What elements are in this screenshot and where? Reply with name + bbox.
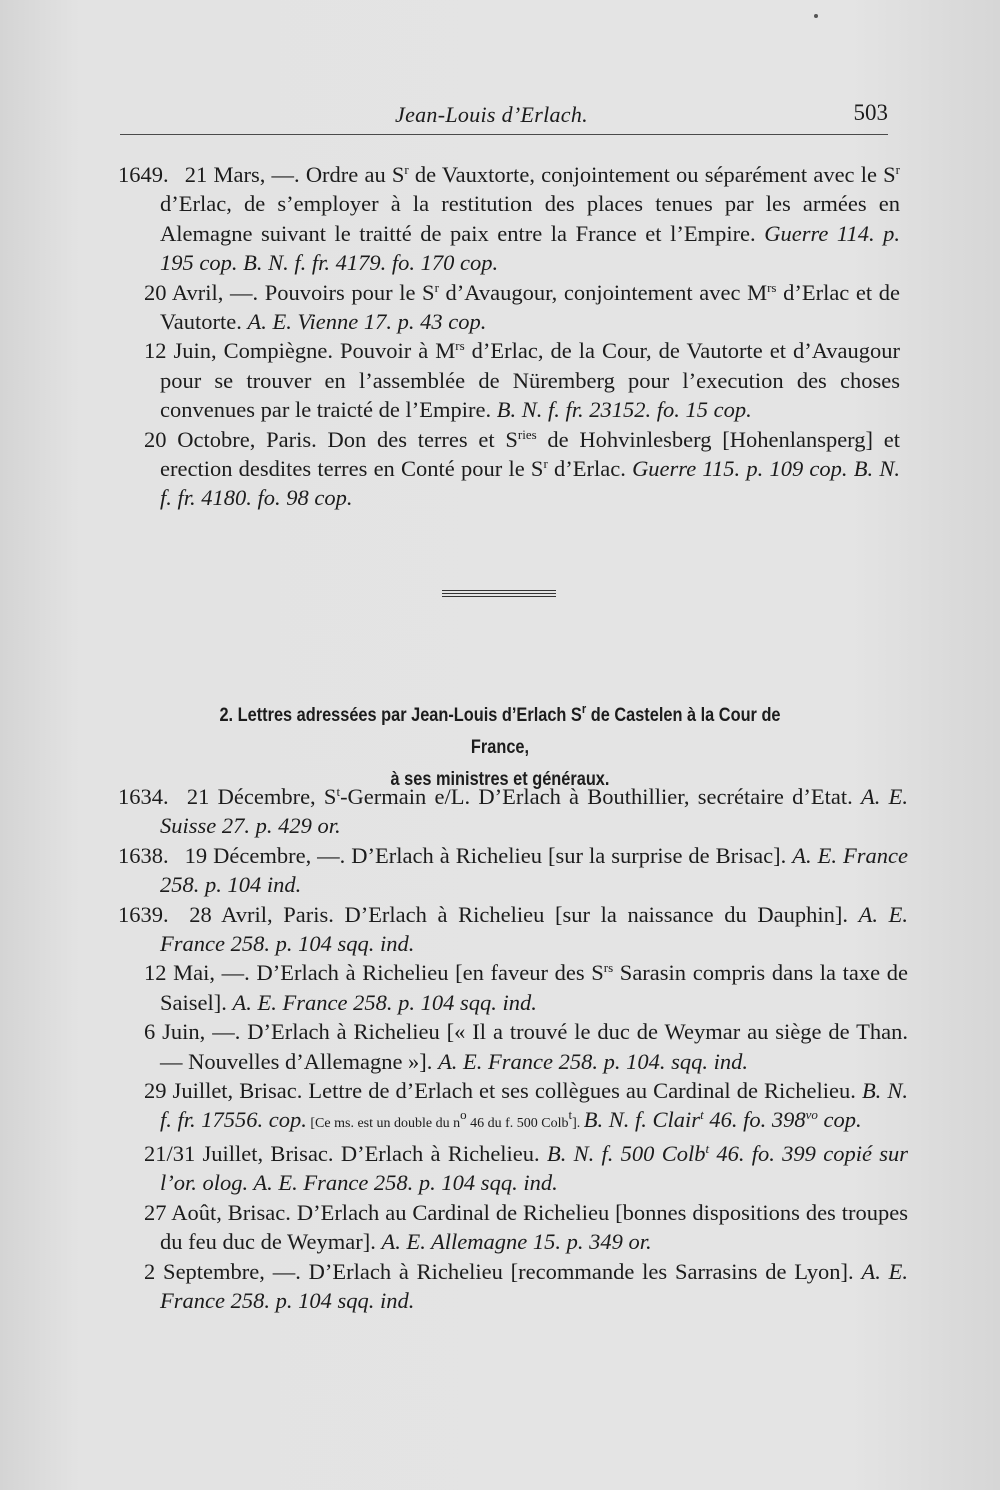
entry-1639-29-juillet [118, 1076, 908, 1139]
entry-text: Pouvoirs pour le S [264, 279, 435, 305]
entry-date: -Germain e/L. [340, 784, 471, 809]
ref-text: 46. fo. 399 copié sur l’or. olog. A. E. France 258. p. 104 sqq. ind. [160, 1140, 908, 1196]
entry-reference: Guerre 115. p. 109 cop. B. N. f. fr. 4180. fo. 98 cop. [160, 456, 900, 511]
ref-text: B. N. f. 500 Colb [546, 1140, 706, 1166]
entries-letters [118, 782, 908, 1315]
entry-1638 [118, 841, 908, 900]
divider-line [442, 596, 556, 597]
divider-line [442, 593, 556, 594]
entry-text: D’Erlach à Richelieu [en faveur des S [249, 960, 604, 986]
entry-date: 12 Mai, —. [144, 960, 250, 986]
note-text: 46 du f. 500 Colb [466, 1116, 569, 1132]
entry-date: 20 Avril, —. [144, 279, 259, 305]
entry-reference: A. E. France 258. p. 104 sqq. ind. [160, 901, 908, 957]
entry-date: 27 Août, Brisac. [144, 1199, 291, 1225]
entry-reference: A. E. Allemagne 15. p. 349 or. [381, 1229, 652, 1255]
entry-date: 20 Octobre, Paris. [144, 426, 317, 452]
section-heading-line-2: à ses ministres et généraux. [390, 769, 610, 790]
entry-reference: A. E. France 258. p. 104 sqq. ind. [160, 1258, 908, 1313]
entry-text: d’Erlac et de Vautorte. [160, 279, 900, 335]
heading-text: de Castelen à la Cour de France, [470, 705, 781, 758]
entry-1639-12-mai [118, 958, 908, 1017]
superscript: rs [767, 279, 777, 295]
entry-year: 1634. [118, 784, 169, 809]
entry-text: Don des terres et S [327, 426, 518, 452]
entry-reference: A. E. France 258. p. 104 ind. [160, 842, 908, 898]
entry-reference: B. N. f. fr. 17556. cop. [160, 1078, 908, 1133]
entry-1639-27-aout [118, 1198, 908, 1257]
entry-1649-21-mars [118, 160, 900, 278]
entry-1634 [118, 782, 908, 841]
entry-reference: A. E. France 258. p. 104. sqq. ind. [438, 1048, 749, 1074]
entry-1639-2-septembre [118, 1257, 908, 1316]
superscript: t [700, 1107, 704, 1123]
entry-reference: A. E. Suisse 27. p. 429 or. [160, 784, 908, 839]
entry-1639-28-avril [118, 900, 908, 959]
entry-text: Lettre de d’Erlach et ses collègues au Cardinal de Richelieu. [302, 1078, 862, 1104]
entry-text: d’Erlac, de la Cour, de Vautorte et d’Avaugour pour se trouver en l’assemblée de Nüremberg pour l’execution des choses convenues par le traicté de l’Empire. [160, 338, 900, 423]
ref-text: 46. fo. 398 [703, 1107, 806, 1133]
entry-date: 6 Juin, —. [144, 1019, 241, 1045]
entry-date: 29 Juillet, Brisac. [144, 1078, 303, 1104]
running-head [120, 102, 900, 134]
entry-text: de Vauxtorte, conjointement ou séparément avec le S [408, 162, 896, 187]
section-divider [442, 590, 556, 598]
entry-year: 1639. [118, 901, 169, 927]
superscript: o [460, 1107, 467, 1123]
entry-text: d’Erlac. [547, 456, 633, 482]
entry-text: D’Erlach à Richelieu [« Il a trouvé le duc de Weymar au siège de Than. — Nouvelles d’Allemagne »]. [160, 1019, 908, 1074]
entry-text: D’Erlach à Bouthillier, secrétaire d’Etat. [470, 784, 862, 809]
superscript: r [581, 701, 587, 716]
superscript: ries [517, 426, 537, 442]
section-heading-line-1 [199, 700, 801, 764]
entries-1649 [118, 160, 900, 513]
entry-text: de Hohvinlesberg [Hohenlansperg] et erection desdites terres en Conté pour le S [160, 426, 900, 482]
entry-text: D’Erlach à Richelieu. [333, 1140, 547, 1166]
superscript: t [705, 1140, 710, 1156]
superscript: r [404, 162, 409, 177]
entry-text: D’Erlach à Richelieu [recommande les Sarrasins de Lyon]. [300, 1258, 862, 1284]
superscript: rs [455, 338, 465, 354]
superscript: vo [805, 1107, 818, 1123]
superscript: rs [603, 960, 614, 976]
entry-1649-12-juin [118, 336, 900, 424]
entry-year: 1649. [118, 162, 169, 187]
superscript: r [434, 279, 439, 295]
running-title: Jean-Louis d’Erlach. [395, 102, 588, 127]
entry-date: 21 Mars, —. [184, 162, 300, 187]
entry-reference: B. N. f. fr. 23152. fo. 15 cop. [496, 397, 752, 423]
entry-reference [584, 1107, 862, 1132]
entry-text: D’Erlach à Richelieu [sur la surprise de Brisac]. [345, 842, 793, 868]
ref-text: cop. [817, 1107, 862, 1133]
entry-reference: A. E. Vienne 17. p. 43 cop. [247, 309, 487, 335]
entry-text: D’Erlach au Cardinal de Richelieu [bonnes dispositions des troupes du feu duc de Weymar]. [160, 1199, 908, 1255]
superscript: t [568, 1107, 573, 1123]
heading-text: 2. Lettres adressées par Jean-Louis d’Erlach S [219, 705, 582, 726]
superscript: r [895, 162, 900, 177]
note-text: [Ce ms. est un double du n [306, 1116, 461, 1132]
entry-date: 12 Juin, Compiègne. [144, 338, 333, 364]
ref-text: B. N. f. Clair [583, 1107, 701, 1133]
divider-line [442, 590, 556, 591]
entry-year: 1638. [118, 842, 169, 868]
page-number: 503 [853, 100, 888, 125]
entry-date: 2 Septembre, —. [144, 1258, 301, 1284]
entry-reference: Guerre 114. p. 195 cop. B. N. f. fr. 4179. fo. 170 cop. [160, 220, 900, 276]
entry-text: Sarasin compris dans la taxe de Saisel]. [160, 960, 909, 1015]
entry-reference: A. E. France 258. p. 104 sqq. ind. [232, 989, 537, 1015]
entry-text: D’Erlach à Richelieu [sur la naissance du Dauphin]. [333, 901, 859, 927]
entry-1649-20-octobre [118, 425, 900, 513]
editor-note [306, 1107, 584, 1132]
superscript: r [543, 456, 548, 472]
entry-date: 28 Avril, Paris. [189, 901, 334, 927]
entry-text: d’Avaugour, conjointement avec M [438, 279, 768, 305]
note-text: ]. [572, 1116, 584, 1132]
entry-1649-20-avril [118, 278, 900, 337]
entry-text: d’Erlac, de s’employer à la restitution des places tenues par les armées en Alemagne suivant le traitté de paix entre la France et l’Empire. [160, 191, 900, 246]
entry-1639-6-juin [118, 1017, 908, 1076]
entry-text: Ordre au S [305, 162, 405, 187]
entry-text: Pouvoir à M [340, 338, 456, 364]
entry-1639-21-31-juillet [118, 1139, 908, 1198]
entry-date: 21/31 Juillet, Brisac. [144, 1140, 334, 1166]
superscript: t [336, 784, 341, 799]
entry-date: 19 Décembre, —. [184, 842, 346, 868]
ink-speck [814, 14, 818, 18]
header-rule [120, 134, 888, 135]
entry-date: 21 Décembre, S [186, 784, 337, 809]
